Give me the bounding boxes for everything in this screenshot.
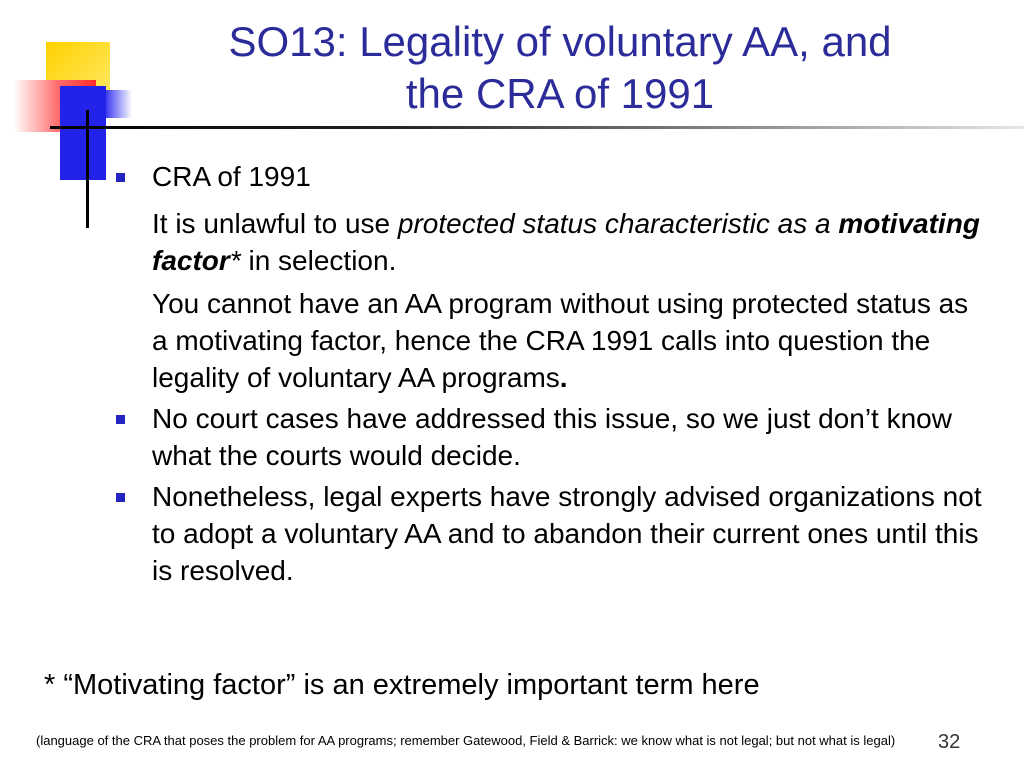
- footnote-note: * “Motivating factor” is an extremely important term here: [44, 669, 760, 701]
- bullet-item: [110, 400, 990, 474]
- slide-title-line2: the CRA of 1991: [405, 70, 715, 117]
- decor-vertical-line: [86, 110, 89, 228]
- decor-blue-square: [60, 86, 106, 180]
- paragraph-text: You cannot have an AA program without using protected status as a motivating factor, hence the CRA 1991 calls into question the legality of voluntary AA programs: [152, 288, 969, 393]
- bullet-marker-icon: [116, 173, 125, 182]
- slide-title-line1: SO13: Legality of voluntary AA, and: [228, 18, 892, 65]
- bullet-marker-icon: [116, 415, 125, 424]
- footnote-star: *: [229, 245, 241, 276]
- title-underline: [50, 126, 1024, 129]
- bullet-text: No court cases have addressed this issue, so we just don’t know what the courts would decide.: [152, 403, 952, 471]
- italic-phrase: protected status characteristic as a: [397, 208, 839, 239]
- slide-footer: (language of the CRA that poses the problem for AA programs; remember Gatewood, Field & Barrick: we know what is not legal; but not what is legal): [36, 733, 896, 748]
- slide-number: 32: [938, 731, 961, 753]
- sub-paragraph: [110, 205, 990, 279]
- bullet-item: [110, 158, 990, 195]
- paragraph-text: in selection.: [240, 245, 397, 276]
- paragraph-end: .: [559, 362, 568, 393]
- paragraph-text: It is unlawful to use: [152, 208, 398, 239]
- motivating-factor-term: motivating factor: [152, 208, 980, 276]
- bullet-text: CRA of 1991: [152, 161, 311, 192]
- bullet-item: [110, 478, 990, 589]
- bullet-text: Nonetheless, legal experts have strongly advised organizations not to adopt a voluntary AA and to abandon their current ones until this is resolved.: [152, 481, 982, 586]
- bullet-marker-icon: [116, 493, 125, 502]
- slide-content: [110, 158, 990, 589]
- slide-title: [120, 16, 1000, 120]
- sub-paragraph: [110, 285, 990, 396]
